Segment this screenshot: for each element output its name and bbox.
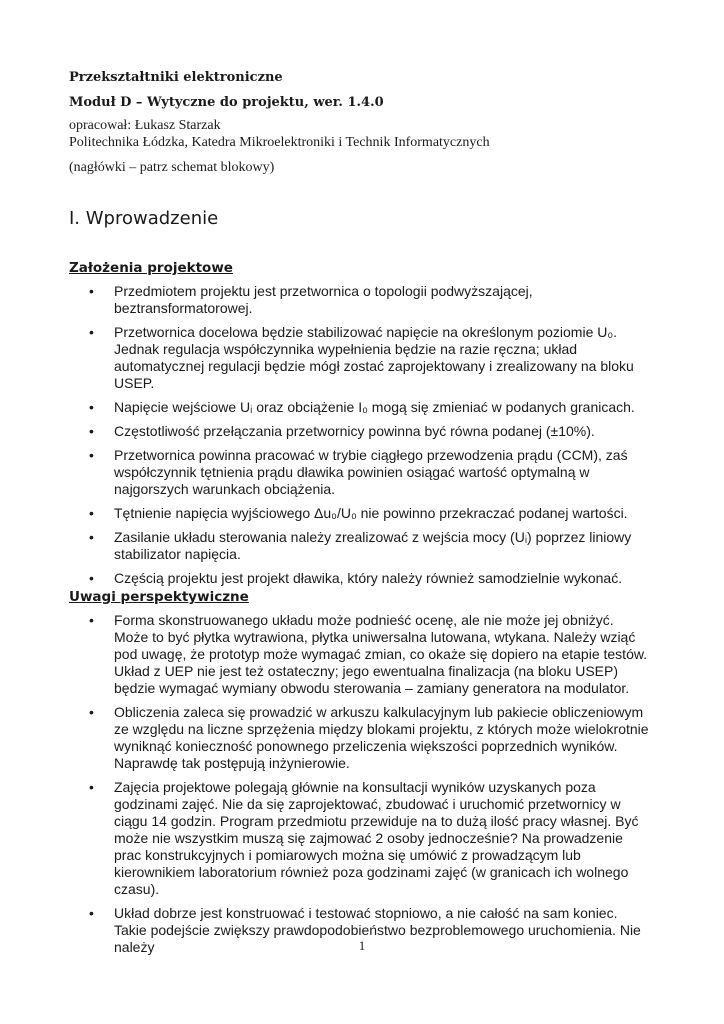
list-item: • Forma skonstruowanego układu może podnieść ocenę, ale nie może jej obniżyć. Może to być płytka wytrawiona, płytka uniwersalna lutowana, wtykana. Należy wziąć pod uwagę, że prototyp może wymagać zmian, co okaże się dopiero na etapie testów. Układ z UEP nie jest też ostateczny; jego ewentualna finalizacja (na bloku USEP) będzie wymagać wymiany obwodu sterowania – zamiany generatora na modulator. <box>69 612 649 697</box>
course-title: Przekształtniki elektroniczne <box>69 70 283 85</box>
list-item: • Układ dobrze jest konstruować i testować stopniowo, a nie całość na sam koniec. Takie podejście zwiększy prawdopodobieństwo bezproblemowego uruchomienia. Nie należy <box>69 905 649 956</box>
assumptions-heading: Założenia projektowe <box>69 260 233 276</box>
list-item: • Zajęcia projektowe polegają głównie na konsultacji wyników uzyskanych poza godzinami zajęć. Nie da się zaprojektować, zbudować i uruchomić przetwornicy w ciągu 14 godzin. Program przedmiotu przewiduje na to dużą ilość pracy własnej. Być może nie wszystkim muszą się zajmować 2 osoby jednocześnie? Na prowadzenie prac konstrukcyjnych i pomiarowych można się umówić z prowadzącym lub kierownikiem laboratorium również poza godzinami zajęć (w granicach ich wolnego czasu). <box>69 779 649 898</box>
list-item: • Przetwornica docelowa będzie stabilizować napięcie na określonym poziomie U₀. Jednak regulacja współczynnika wypełnienia będzie na razie ręczna; układ automatycznej regulacji będzie mógł zostać zaprojektowany i zrealizowany na bloku USEP. <box>69 324 649 392</box>
remarks-list <box>69 612 649 956</box>
module-title: Moduł D – Wytyczne do projektu, wer. 1.4.0 <box>69 95 384 110</box>
list-item: • Obliczenia zaleca się prowadzić w arkuszu kalkulacyjnym lub pakiecie obliczeniowym ze względu na liczne sprzężenia między blokami projektu, z których może wielokrotnie wyniknąć konieczność ponownego przeliczenia większości poprzednich wyników. Naprawdę tak postępują inżynierowie. <box>69 704 649 772</box>
affiliation-line: Politechnika Łódzka, Katedra Mikroelektroniki i Technik Informatycznych <box>69 135 490 150</box>
list-item: • Przetwornica powinna pracować w trybie ciągłego przewodzenia prądu (CCM), zaś współczynnik tętnienia prądu dławika powinien osiągać wartość optymalną w najgorszych warunkach obciążenia. <box>69 447 649 498</box>
author-line: opracował: Łukasz Starzak <box>69 118 221 133</box>
page-number: 1 <box>358 938 366 953</box>
assumptions-list <box>69 283 649 587</box>
list-item: • Tętnienie napięcia wyjściowego Δu₀/U₀ nie powinno przekraczać podanej wartości. <box>69 505 649 522</box>
section-heading: I. Wprowadzenie <box>69 208 219 229</box>
list-item: • Przedmiotem projektu jest przetwornica o topologii podwyższającej, beztransformatorowej. <box>69 283 649 317</box>
headers-note: (nagłówki – patrz schemat blokowy) <box>69 160 275 175</box>
list-item: • Częstotliwość przełączania przetwornicy powinna być równa podanej (±10%). <box>69 423 649 440</box>
list-item: • Częścią projektu jest projekt dławika, który należy również samodzielnie wykonać. <box>69 570 649 587</box>
list-item: • Zasilanie układu sterowania należy zrealizować z wejścia mocy (Uᵢ) poprzez liniowy stabilizator napięcia. <box>69 529 649 563</box>
list-item: • Napięcie wejściowe Uᵢ oraz obciążenie I₀ mogą się zmieniać w podanych granicach. <box>69 399 649 416</box>
remarks-heading: Uwagi perspektywiczne <box>69 589 249 605</box>
